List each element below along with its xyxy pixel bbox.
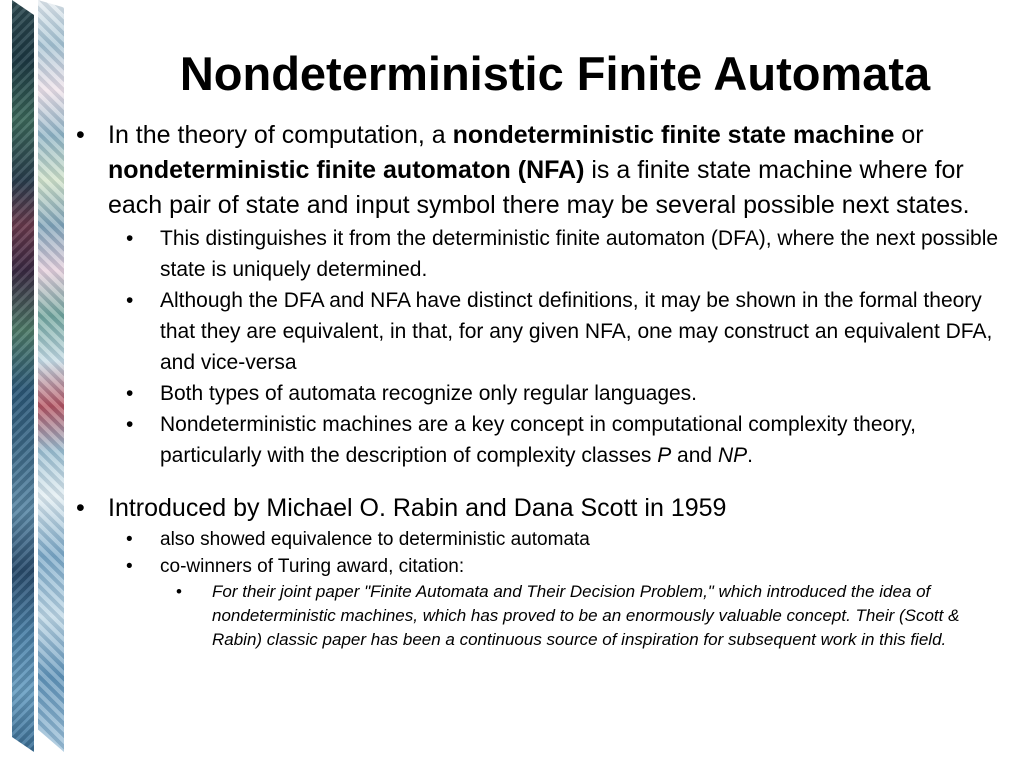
text: . bbox=[747, 444, 753, 467]
text: Introduced by Michael O. Rabin and Dana Scott in 1959 bbox=[108, 494, 727, 522]
text: or bbox=[894, 121, 924, 149]
sub-bullet-regular-languages bbox=[72, 378, 1012, 409]
decorative-strip-dark bbox=[12, 0, 34, 752]
bullet-dot: • bbox=[76, 121, 85, 149]
text: also showed equivalence to deterministic automata bbox=[160, 529, 590, 550]
bold-term: nondeterministic finite automaton (NFA) bbox=[108, 156, 585, 184]
text: is a finite state machine where for each pair of state and input symbol there may be several possible next states. bbox=[108, 156, 970, 219]
slide-title: Nondeterministic Finite Automata bbox=[179, 47, 931, 100]
bullet-dot: • bbox=[126, 556, 133, 577]
bullet-dot: • bbox=[126, 529, 133, 550]
bullet-rabin-scott bbox=[72, 491, 1012, 526]
bullet-dot: • bbox=[176, 582, 182, 601]
bullet-dot: • bbox=[126, 413, 134, 436]
text: Although the DFA and NFA have distinct definitions, it may be shown in the formal theory that they are equivalent, in that, for any given NFA, one may construct an equivalent DFA, and vice-versa bbox=[160, 289, 993, 374]
bullet-dot: • bbox=[126, 227, 134, 250]
bullet-dot: • bbox=[76, 494, 85, 522]
text: In the theory of computation, a bbox=[108, 121, 453, 149]
sub-bullet-turing-award bbox=[72, 553, 1012, 580]
text: co-winners of Turing award, citation: bbox=[160, 556, 465, 577]
spacer bbox=[72, 471, 1012, 491]
text: and bbox=[671, 444, 718, 467]
bold-term: nondeterministic finite state machine bbox=[452, 121, 895, 149]
slide-content bbox=[72, 118, 1012, 652]
decorative-strip-light bbox=[38, 0, 64, 752]
text: Both types of automata recognize only regular languages. bbox=[160, 382, 698, 405]
sub-bullet-dfa-distinction bbox=[72, 223, 1012, 285]
italic-term: P bbox=[657, 444, 672, 467]
text: For their joint paper "Finite Automata and Their Decision Problem," which introduced the idea of nondeterministic machines, which has proved to be an enormously valuable concept. Their (Scott & Rabin) classic paper has been a continuous source of inspiration for subsequent work in this field. bbox=[212, 582, 960, 649]
text: Nondeterministic machines are a key concept in computational complexity theory, particularly with the description of complexity classes bbox=[160, 413, 916, 467]
text: This distinguishes it from the deterministic finite automaton (DFA), where the next possible state is uniquely determined. bbox=[160, 227, 999, 281]
bullet-dot: • bbox=[126, 382, 134, 405]
sub-sub-bullet-citation bbox=[72, 580, 1012, 652]
sub-bullet-equivalence bbox=[72, 285, 1012, 378]
italic-term: NP bbox=[717, 444, 748, 467]
sub-bullet-equivalence-shown bbox=[72, 526, 1012, 553]
sub-bullet-complexity bbox=[72, 409, 1012, 471]
bullet-dot: • bbox=[126, 289, 134, 312]
bullet-nfa-definition bbox=[72, 118, 1012, 223]
